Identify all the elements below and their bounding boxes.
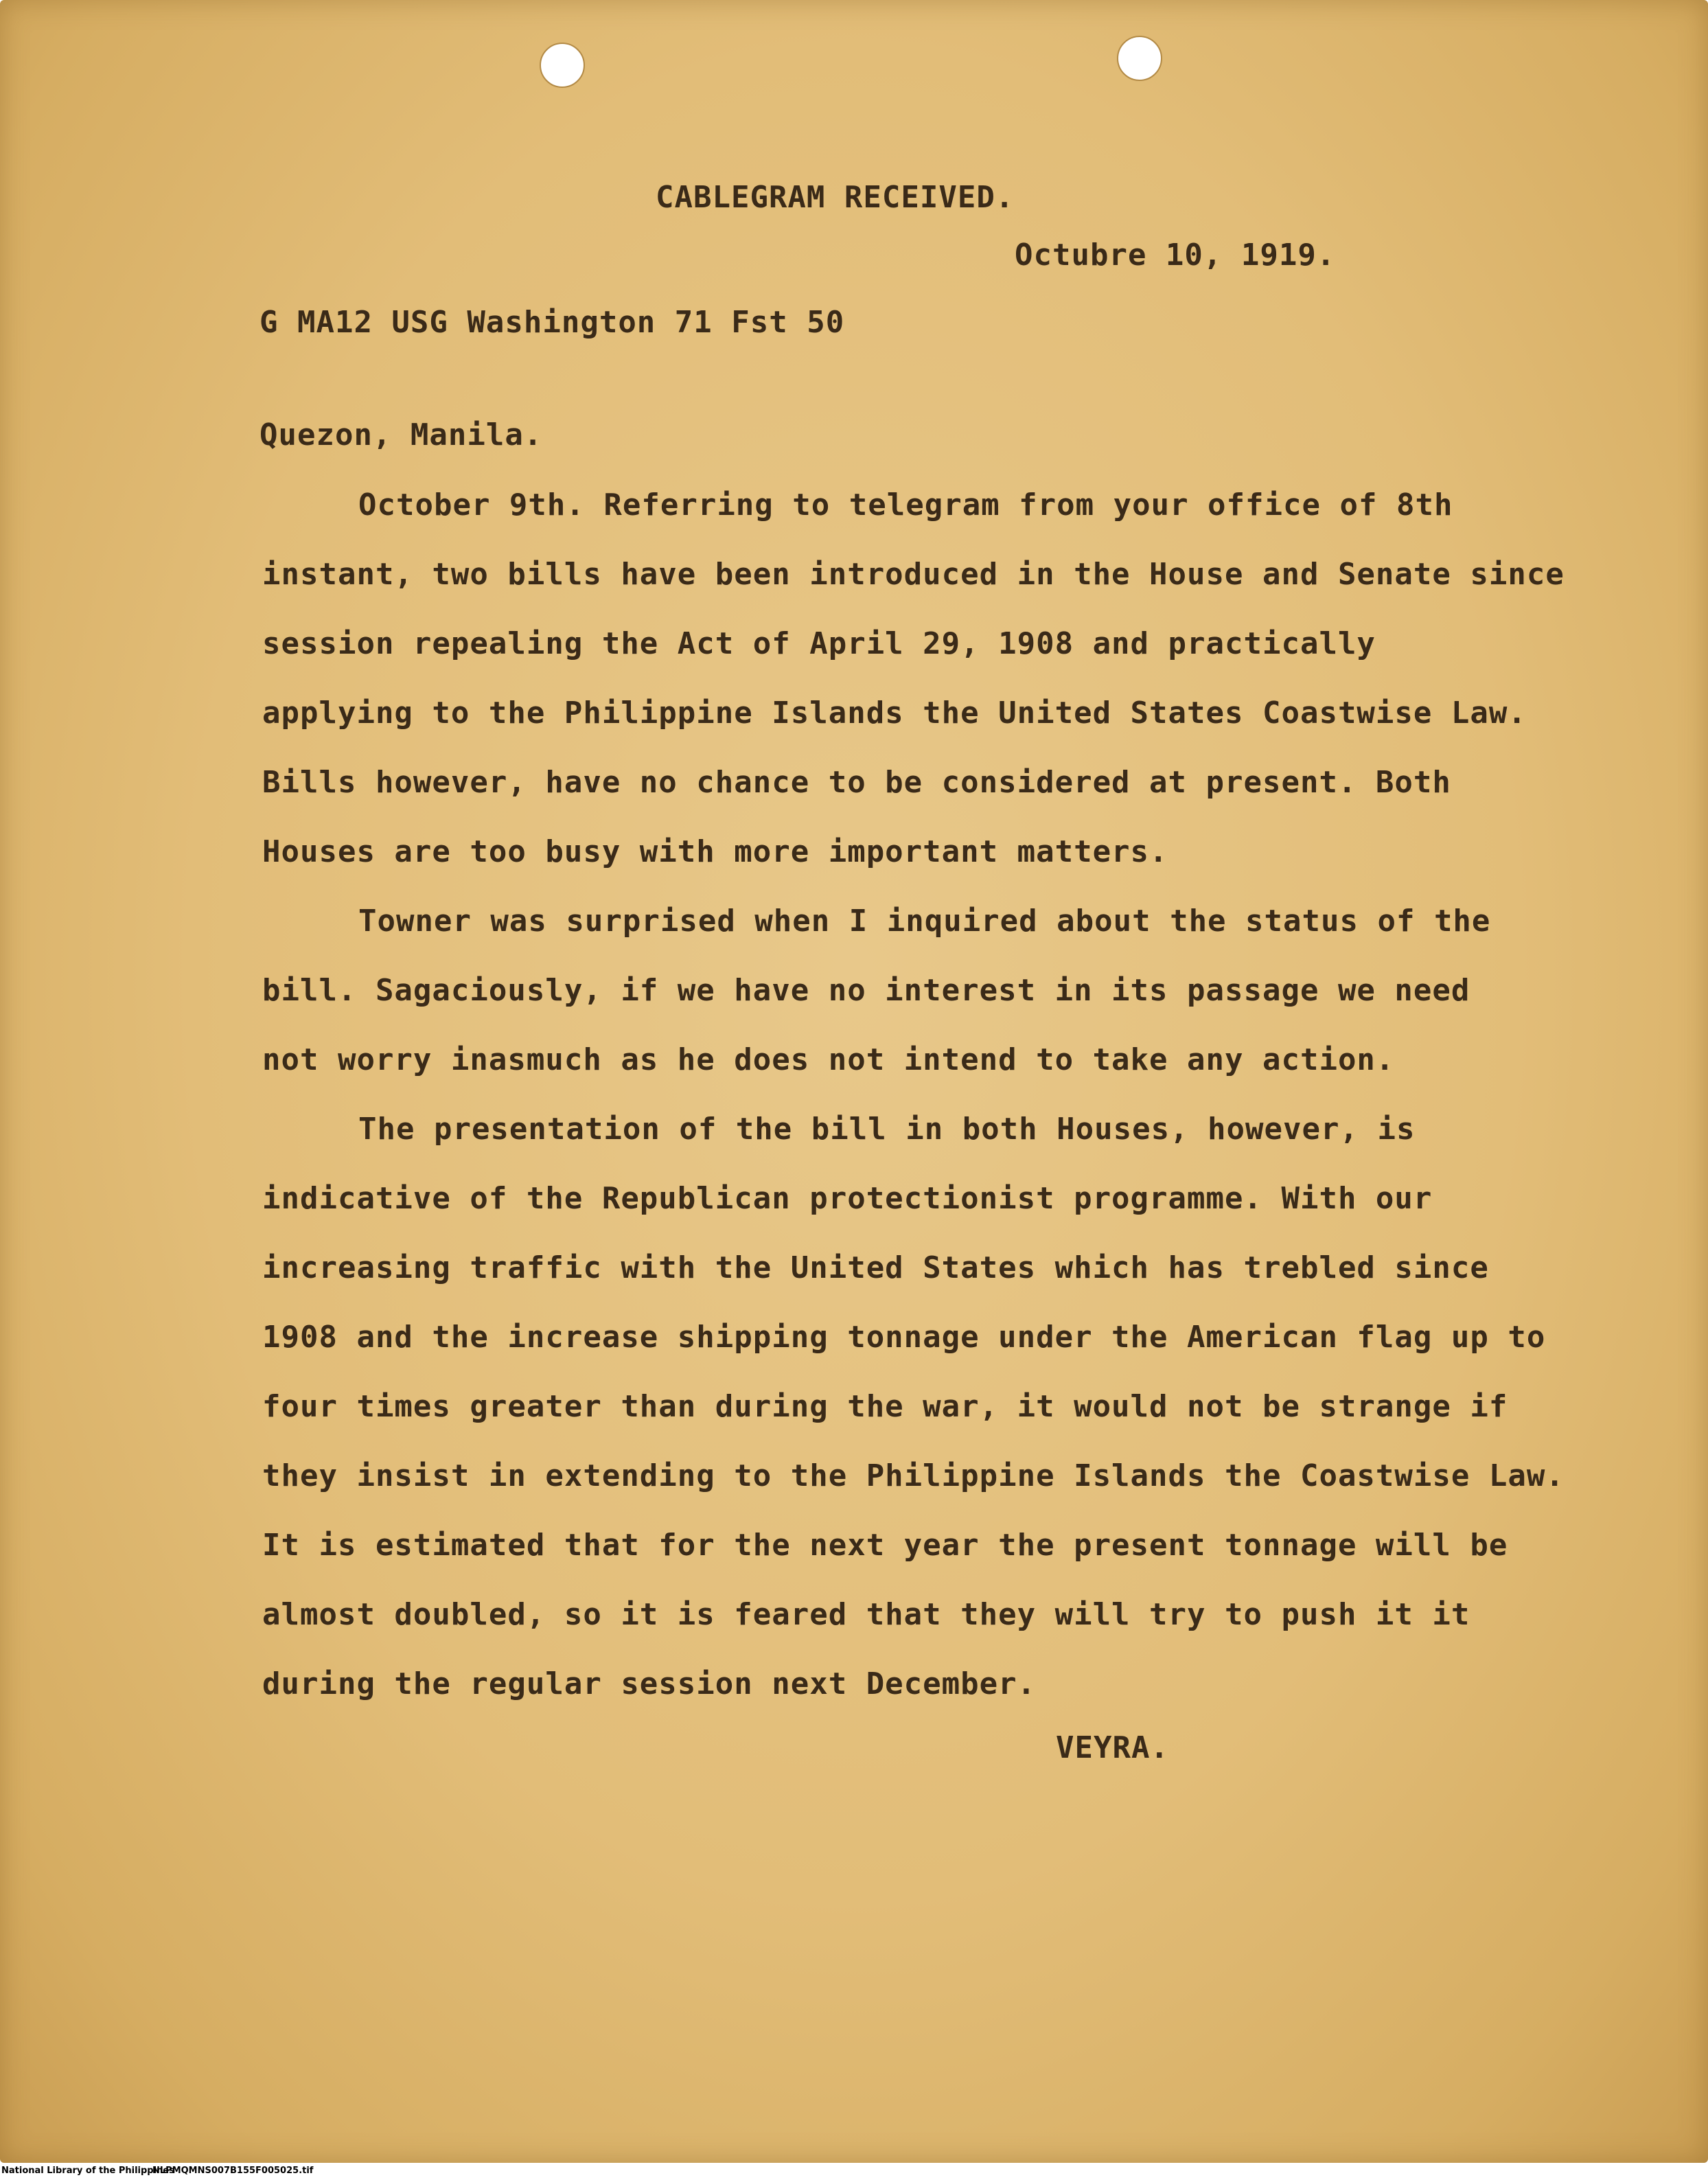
body-line: not worry inasmuch as he does not intend to take any action.: [262, 1042, 1395, 1077]
body-line: bill. Sagaciously, if we have no interest in its passage we need: [262, 973, 1470, 1008]
body-line: Towner was surprised when I inquired about the status of the: [358, 904, 1491, 939]
punch-hole-right: [1117, 36, 1162, 81]
body-line: during the regular session next December.: [262, 1666, 1037, 1701]
document-heading: CABLEGRAM RECEIVED.: [656, 180, 1015, 215]
message-body: [262, 470, 1565, 1719]
addressee: Quezon, Manila.: [259, 417, 543, 452]
body-line: The presentation of the bill in both Houses, however, is: [358, 1112, 1416, 1147]
body-line: applying to the Philippine Islands the United States Coastwise Law.: [262, 696, 1527, 731]
body-line: October 9th. Referring to telegram from your office of 8th: [358, 487, 1453, 523]
body-line: Bills however, have no chance to be considered at present. Both: [262, 765, 1451, 800]
body-line: almost doubled, so it is feared that they will try to push it it: [262, 1597, 1470, 1632]
body-line: four times greater than during the war, it would not be strange if: [262, 1389, 1508, 1424]
body-line: increasing traffic with the United States which has trebled since: [262, 1250, 1489, 1285]
footer-library-name: National Library of the Philippines: [1, 2166, 174, 2176]
footer-file-id: NLPMQMNS007B155F005025.tif: [152, 2166, 314, 2176]
body-line: session repealing the Act of April 29, 1908 and practically: [262, 626, 1376, 661]
body-line: instant, two bills have been introduced in the House and Senate since: [262, 557, 1565, 592]
document-date: Octubre 10, 1919.: [1015, 238, 1336, 273]
body-line: 1908 and the increase shipping tonnage under the American flag up to: [262, 1320, 1546, 1355]
body-line: indicative of the Republican protectionist programme. With our: [262, 1181, 1433, 1216]
body-line: Houses are too busy with more important matters.: [262, 834, 1168, 869]
routing-line: G MA12 USG Washington 71 Fst 50: [259, 305, 845, 340]
signature: VEYRA.: [1056, 1730, 1169, 1765]
body-line: It is estimated that for the next year the present tonnage will be: [262, 1528, 1508, 1563]
punch-hole-left: [540, 43, 585, 88]
body-line: they insist in extending to the Philippine Islands the Coastwise Law.: [262, 1458, 1565, 1493]
